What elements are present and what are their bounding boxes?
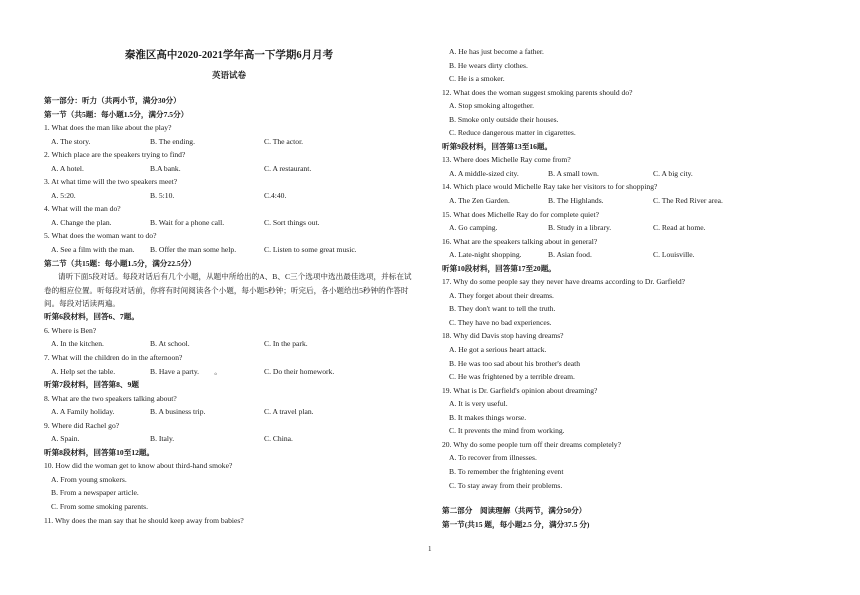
option-a: A. 5:20. <box>51 190 76 200</box>
section-heading: 听第9段材料，回答第13至16题。 <box>442 141 553 151</box>
option-b: B. The Highlands. <box>548 196 604 206</box>
option-a: A. A hotel. <box>51 163 84 173</box>
question: 16. What are the speakers talking about in general? <box>442 236 598 246</box>
option: B. He was too sad about his brother's death <box>449 358 581 368</box>
exam-title: 秦淮区高中2020-2021学年高一下学期6月月考 <box>124 50 334 61</box>
option-b: B. At school. <box>150 339 190 349</box>
option: A. They forget about their dreams. <box>449 290 554 300</box>
question: 7. What will the children do in the afternoon? <box>44 352 183 362</box>
option-row <box>44 189 414 203</box>
left-column <box>44 0 414 527</box>
question: 3. At what time will the two speakers meet? <box>44 177 178 187</box>
option-row <box>44 162 414 176</box>
section-heading: 第一部分：听力（共两小节，满分30分） <box>44 96 181 105</box>
option: A. It is very useful. <box>449 399 508 409</box>
question: 17. Why do some people say they never have dreams according to Dr. Garfield? <box>442 277 685 287</box>
option-b: B. A small town. <box>548 168 599 178</box>
question: 15. What does Michelle Ray do for complete quiet? <box>442 209 599 219</box>
option-row <box>44 216 414 230</box>
option: B. They don't want to tell the truth. <box>449 304 556 314</box>
option-b: B. 5:10. <box>150 190 175 200</box>
option: B. It makes things worse. <box>449 412 527 422</box>
option: A. To recover from illnesses. <box>449 453 537 463</box>
section-heading: 听第8段材料，回答第10至12题。 <box>44 447 155 457</box>
option-c: C. In the park. <box>264 339 308 349</box>
option-b: B. Study in a library. <box>548 223 612 233</box>
option: C. To stay away from their problems. <box>449 480 563 490</box>
option-row <box>44 432 414 446</box>
question: 1. What does the man like about the play? <box>44 123 172 133</box>
option-c: C.4:40. <box>264 190 287 200</box>
option: A. He has just become a father. <box>449 47 544 56</box>
question: 18. Why did Davis stop having dreams? <box>442 331 564 341</box>
option-a: A. In the kitchen. <box>51 339 104 349</box>
option-row <box>442 194 822 208</box>
option-c: C. Louisville. <box>653 250 695 260</box>
option: B. To remember the frightening event <box>449 466 564 476</box>
left-column-body <box>44 94 414 527</box>
option-c: C. A restaurant. <box>264 163 312 173</box>
question: 20. Why do some people turn off their dreams completely? <box>442 439 621 449</box>
question: 9. Where did Rachel go? <box>44 420 120 430</box>
option-a: A. A Family holiday. <box>51 407 115 417</box>
option-b: B. Wait for a phone call. <box>150 217 225 227</box>
question: 5. What does the woman want to do? <box>44 231 157 241</box>
option-c: C. Listen to some great music. <box>264 245 357 255</box>
option-row <box>44 337 414 351</box>
option-c: C. Read at home. <box>653 223 706 233</box>
option-a: A. The story. <box>51 136 91 146</box>
option-c: C. Do their homework. <box>264 366 335 376</box>
option-row <box>44 135 414 149</box>
option-a: A. The Zen Garden. <box>449 196 510 206</box>
option-c: C. The Red River area. <box>653 196 723 206</box>
option-b: B. The ending. <box>150 136 195 146</box>
option-a: A. Late-night shopping. <box>449 250 522 260</box>
option-c: C. A big city. <box>653 168 693 178</box>
option-b: B. Have a party. 。 <box>150 366 222 376</box>
option: C. From some smoking parents. <box>51 501 149 511</box>
option-row <box>44 405 414 419</box>
question: 6. Where is Ben? <box>44 325 97 335</box>
option: C. It prevents the mind from working. <box>449 426 565 436</box>
option-row <box>44 365 414 379</box>
option-a: A. Spain. <box>51 434 80 444</box>
question: 10. How did the woman get to know about third-hand smoke? <box>44 461 233 471</box>
option-row <box>442 221 822 235</box>
option-b: B. Asian food. <box>548 250 592 260</box>
option: B. He wears dirty clothes. <box>449 60 528 70</box>
section-heading: 第一节（共5题：每小题1.5分，满分7.5分） <box>44 109 189 119</box>
option: C. Reduce dangerous matter in cigarettes. <box>449 128 576 138</box>
section-heading: 第一节(共15 题，每小题2.5 分，满分37.5 分) <box>442 519 590 529</box>
question: 4. What will the man do? <box>44 204 121 214</box>
spacer <box>442 492 822 504</box>
option-b: B. A business trip. <box>150 407 206 417</box>
question: 11. Why does the man say that he should keep away from babies? <box>44 515 244 525</box>
option-a: A. Change the plan. <box>51 217 112 227</box>
instruction-paragraph: 请听下面5段对话。每段对话后有几个小题，从题中所给出的A、B、C三个选项中选出最佳选项，并标在试卷的相应位置。听每段对话前，你将有时间阅读各个小题，每小题5秒钟；听完后，各小题给出5秒钟的作答时间。每段对话读两遍。 <box>44 272 412 308</box>
option-c: C. Sort things out. <box>264 217 320 227</box>
exam-subtitle: 英语试卷 <box>211 70 246 80</box>
section-heading: 第二部分 阅读理解（共两节，满分50分） <box>442 506 587 516</box>
option-c: C. The actor. <box>264 136 304 146</box>
option-c: C. China. <box>264 434 293 444</box>
question: 8. What are the two speakers talking about? <box>44 393 177 403</box>
option-b: B. Italy. <box>150 434 175 444</box>
option: B. Smoke only outside their houses. <box>449 114 559 124</box>
option: A. From young smokers. <box>51 474 127 484</box>
question: 13. Where does Michelle Ray come from? <box>442 155 571 165</box>
option: A. He got a serious heart attack. <box>449 345 547 355</box>
option-a: A. A middle-sized city. <box>449 168 519 178</box>
option-a: A. Help set the table. <box>51 366 116 376</box>
question: 19. What is Dr. Garfield's opinion about dreaming? <box>442 385 598 395</box>
option: C. He was frightened by a terrible dream. <box>449 372 575 382</box>
option: B. From a newspaper article. <box>51 488 139 498</box>
question: 12. What does the woman suggest smoking parents should do? <box>442 87 633 97</box>
question: 2. Which place are the speakers trying to find? <box>44 150 186 160</box>
question: 14. Which place would Michelle Ray take her visitors to for shopping? <box>442 182 658 192</box>
option-row <box>44 243 414 257</box>
section-heading: 听第10段材料，回答第17至20题。 <box>442 263 556 273</box>
option-row <box>442 167 822 181</box>
option-c: C. A travel plan. <box>264 407 314 417</box>
option-row <box>442 248 822 262</box>
option-a: A. Go camping. <box>449 223 498 233</box>
option-b: B.A bank. <box>150 163 181 173</box>
option-b: B. Offer the man some help. <box>150 245 237 255</box>
option: C. They have no bad experiences. <box>449 317 552 327</box>
option: A. Stop smoking altogether. <box>449 101 535 111</box>
option-a: A. See a film with the man. <box>51 245 135 255</box>
right-column <box>442 0 822 531</box>
option: C. He is a smoker. <box>449 74 505 84</box>
section-heading: 听第6段材料，回答6、7题。 <box>44 312 139 322</box>
section-heading: 听第7段材料，回答第8、9题 <box>44 380 139 390</box>
page-number: 1 <box>428 545 432 553</box>
section-heading: 第二节（共15题：每小题1.5分，满分22.5分） <box>44 258 196 268</box>
right-column-body <box>442 45 822 531</box>
